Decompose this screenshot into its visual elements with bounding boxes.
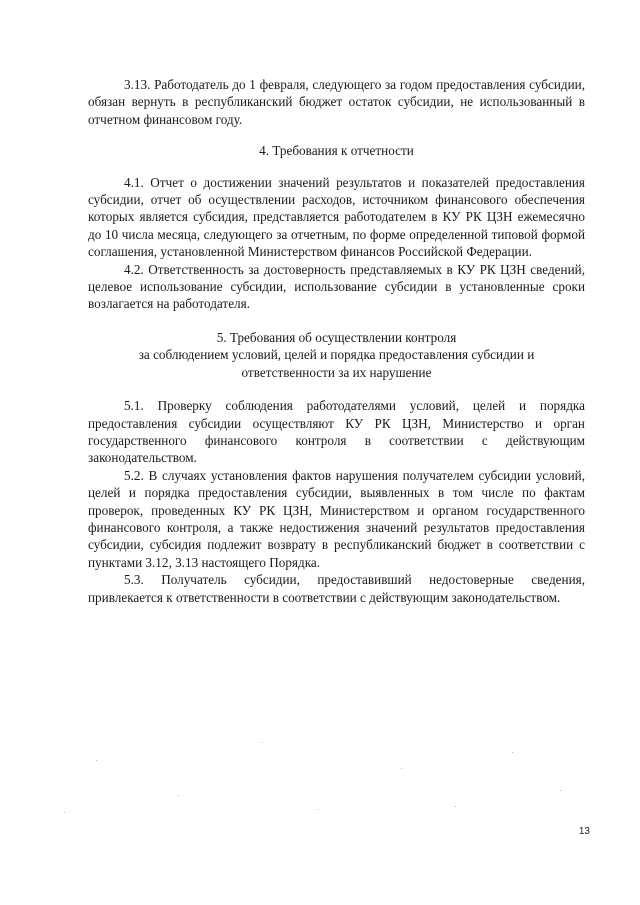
scan-speck: [401, 768, 402, 769]
scan-speck: [318, 809, 319, 810]
section-5-heading-line-1: 5. Требования об осуществлении контроля: [216, 329, 457, 345]
paragraph-3-13: 3.13. Работодатель до 1 февраля, следующего за годом предоставления субсидии, обязан вернуть в республиканский бюджет остаток субсидии, не использованный в отчетном финансовом году.: [88, 77, 585, 127]
page-number: 13: [578, 826, 590, 837]
scan-speck: [96, 760, 97, 761]
paragraph-4-2: 4.2. Ответственность за достоверность представляемых в КУ РК ЦЗН сведений, целевое использование субсидии, использование субсидии в установленные сроки возлагается на работодателя.: [88, 261, 585, 312]
section-5-heading-line-3: ответственности за их нарушение: [241, 364, 432, 380]
scan-speck: [178, 795, 179, 796]
paragraph-5-1: 5.1. Проверку соблюдения работодателями условий, целей и порядка предоставления субсидии осуществляют КУ РК ЦЗН, Министерство и орган государственного финансового контроля в соответствии с действующим законодательством.: [88, 398, 585, 466]
scan-speck: [64, 812, 65, 813]
scan-speck: [512, 752, 513, 753]
scan-speck: [455, 806, 456, 807]
document-body: [88, 76, 585, 606]
paragraph-4-1: 4.1. Отчет о достижении значений результатов и показателей предоставления субсидии, отчет об осуществлении расходов, источником финансового обеспечения которых является субсидия, представляется работодателем в КУ РК ЦЗН ежемесячно до 10 числа месяца, следующего за отчетным, по форме определенной типовой формой соглашения, установленной Министерством финансов Российской Федерации.: [88, 174, 585, 260]
paragraph-5-3: 5.3. Получатель субсидии, предоставивший недостоверные сведения, привлекается к ответственности в соответствии с действующим законодательством.: [88, 572, 585, 605]
scan-speck: [560, 790, 561, 791]
paragraph-5-2: 5.2. В случаях установления фактов нарушения получателем субсидии условий, целей и порядка предоставления субсидии, выявленных в том числе по фактам проверок, проведенных КУ РК ЦЗН, Министерством и органом государственного финансового контроля, а также недостижения значений результатов предоставления субсидии, субсидия подлежит возврату в республиканский бюджет в соответствии с пунктами 3.12, 3.13 настоящего Порядка.: [88, 467, 585, 570]
section-4-heading: 4. Требования к отчетности: [259, 143, 414, 159]
scan-speck: [262, 742, 263, 743]
section-5-heading-line-2: за соблюдением условий, целей и порядка предоставления субсидии и: [138, 347, 535, 363]
